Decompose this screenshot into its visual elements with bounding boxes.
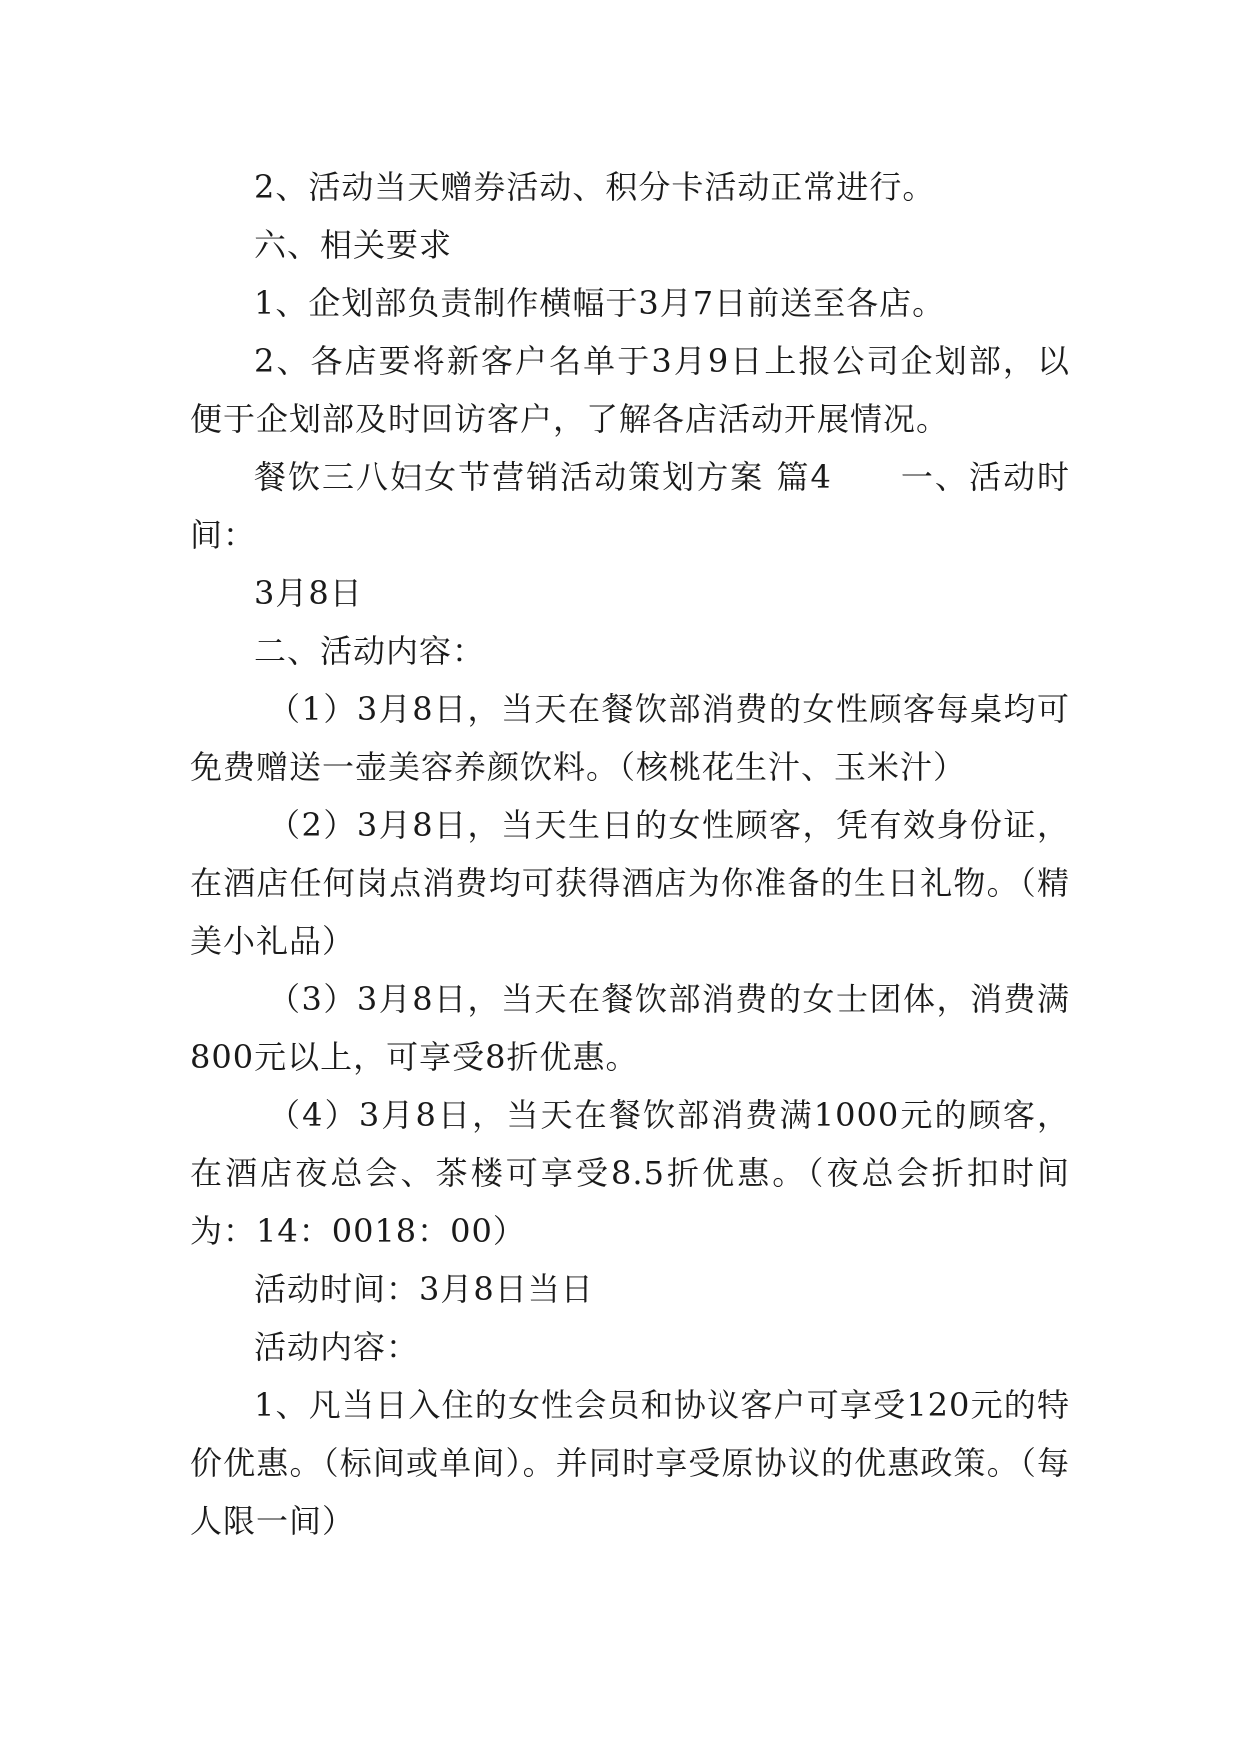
paragraph-customer-list: 2、各店要将新客户名单于3月9日上报公司企划部，以便于企划部及时回访客户，了解各店活动开展情况。: [190, 342, 1070, 438]
paragraph-item-3: （3）3月8日，当天在餐饮部消费的女士团体，消费满800元以上，可享受8折优惠。: [190, 980, 1070, 1076]
paragraph-member-offer: 1、凡当日入住的女性会员和协议客户可享受120元的特价优惠。（标间或单间）。并同时享受原协议的优惠政策。（每人限一间）: [190, 1386, 1070, 1540]
paragraph-item-2: （2）3月8日，当天生日的女性顾客，凭有效身份证，在酒店任何岗点消费均可获得酒店为你准备的生日礼物。（精美小礼品）: [190, 806, 1070, 960]
paragraph-activity-time: 活动时间：3月8日当日: [254, 1270, 594, 1308]
paragraph-date: 3月8日: [254, 574, 363, 612]
paragraph-activity-coupon: 2、活动当天赠券活动、积分卡活动正常进行。: [254, 168, 936, 206]
heading-activity-content-2: 活动内容：: [254, 1328, 420, 1366]
heading-activity-content: 二、活动内容：: [254, 632, 486, 670]
heading-requirements: 六、相关要求: [254, 226, 453, 264]
paragraph-item-1: （1）3月8日，当天在餐饮部消费的女性顾客每桌均可免费赠送一壶美容养颜饮料。（核桃花生汁、玉米汁）: [190, 690, 1070, 786]
paragraph-item-4: （4）3月8日，当天在餐饮部消费满1000元的顾客，在酒店夜总会、茶楼可享受8.5折优惠。（夜总会折扣时间为：14：0018：00）: [190, 1096, 1070, 1250]
paragraph-plan-4-heading: 餐饮三八妇女节营销活动策划方案 篇4 一、活动时间：: [190, 458, 1070, 554]
paragraph-banner: 1、企划部负责制作横幅于3月7日前送至各店。: [254, 284, 946, 322]
document-body: [190, 158, 1070, 1550]
